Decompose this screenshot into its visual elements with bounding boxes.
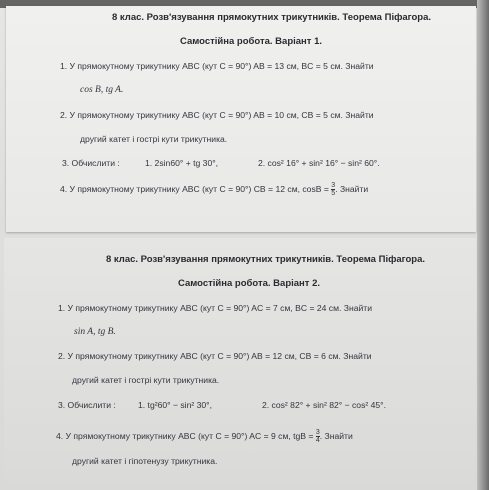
- v1-task4-tail: . Знайти: [335, 183, 369, 194]
- v1-task4-frac-num: 3: [331, 182, 336, 189]
- v1-task3-expr1: 1. 2sin60° + tg 30°,: [145, 158, 219, 168]
- v2-task2-line2: другий катет і гострі кути трикутника.: [72, 375, 220, 385]
- v2-task4-tail: . Знайти: [319, 430, 353, 441]
- v1-task2-line2: другий катет і гострі кути трикутника.: [80, 134, 228, 144]
- v2-task4-frac-num: 3: [315, 429, 320, 436]
- table-edge-right: [477, 0, 489, 490]
- variant1-subtitle: Самостійна робота. Варіант 1.: [180, 36, 322, 47]
- v1-task1-line1: 1. У прямокутному трикутнику ABC (кут C = 90°) AB = 13 см, BC = 5 см. Знайти: [60, 61, 374, 71]
- v2-task4-text: 4. У прямокутному трикутнику ABC (кут C = 90°) AC = 9 см, tgB =: [56, 430, 314, 441]
- variant2-title: 8 клас. Розв'язування прямокутних трикутників. Теорема Піфагора.: [106, 254, 426, 265]
- variant2-subtitle: Самостійна робота. Варіант 2.: [178, 278, 320, 289]
- v2-task1-line2: sin A, tg B.: [74, 327, 116, 337]
- v2-task4-line2: другий катет і гіпотенузу трикутника.: [72, 456, 218, 466]
- v2-task4-frac-den: 4: [315, 437, 320, 444]
- worksheet-variant-2: [4, 238, 476, 484]
- v2-task3-label: 3. Обчислити :: [58, 400, 116, 410]
- v1-task4-text: 4. У прямокутному трикутнику ABC (кут C = 90°) CB = 12 см, cosB =: [60, 183, 329, 194]
- v2-task3-expr1: 1. tg²60° − sin² 30°,: [138, 400, 212, 410]
- v2-task3-expr2: 2. cos² 82° + sin² 82° − cos² 45°.: [262, 400, 386, 410]
- v1-task2-line1: 2. У прямокутному трикутнику ABC (кут C = 90°) AB = 10 см, CB = 5 см. Знайти: [60, 110, 374, 120]
- v2-task2-line1: 2. У прямокутному трикутнику ABC (кут C = 90°) AB = 12 см, CB = 6 см. Знайти: [58, 351, 372, 361]
- v2-task4: [56, 429, 353, 444]
- v2-task1-line1: 1. У прямокутному трикутнику ABC (кут C = 90°) AC = 7 см, BC = 24 см. Знайти: [58, 303, 373, 313]
- v1-task4-frac-den: 5: [331, 190, 336, 197]
- v1-task3-expr2: 2. cos² 16° + sin² 16° − sin² 60°.: [258, 158, 380, 168]
- v1-task1-line2: cos B, tg A.: [80, 85, 124, 95]
- variant1-title: 8 клас. Розв'язування прямокутних трикутників. Теорема Піфагора.: [112, 12, 432, 23]
- v1-task4: [60, 182, 368, 197]
- v1-task3-label: 3. Обчислити :: [62, 158, 120, 168]
